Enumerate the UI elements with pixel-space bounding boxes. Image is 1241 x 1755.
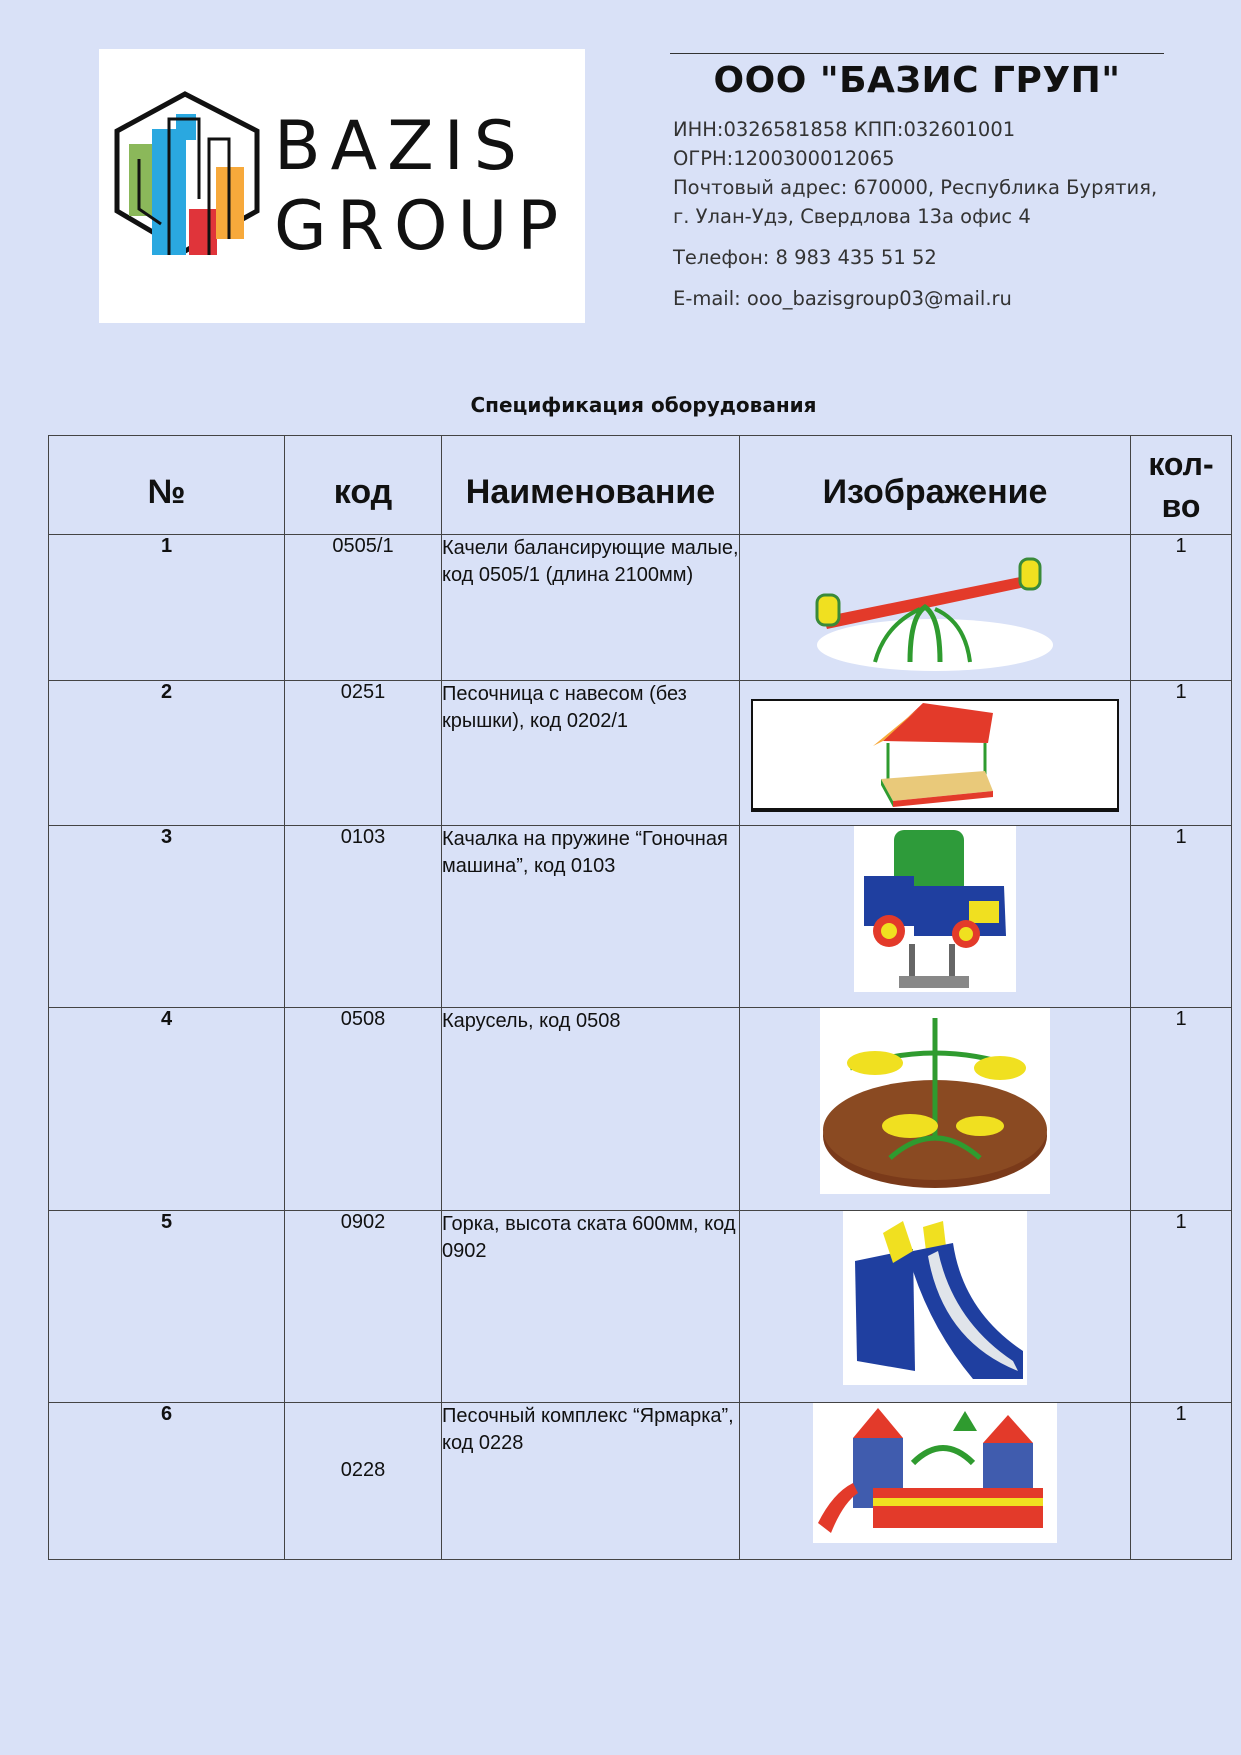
row-name: Качели балансирующие малые, код 0505/1 (длина 2100мм) bbox=[442, 535, 740, 681]
logo-graphic bbox=[99, 49, 585, 323]
row-image-cell bbox=[740, 681, 1131, 826]
row-qty: 1 bbox=[1131, 826, 1232, 1008]
email: E-mail: ooo_bazisgroup03@mail.ru bbox=[673, 287, 1012, 310]
header-code: код bbox=[285, 436, 442, 535]
table-row bbox=[49, 1211, 1232, 1403]
row-num: 5 bbox=[49, 1211, 285, 1403]
row-image-cell bbox=[740, 535, 1131, 681]
header-num: № bbox=[49, 436, 285, 535]
carousel-image bbox=[820, 1008, 1050, 1194]
table-row bbox=[49, 681, 1232, 826]
row-code: 0228 bbox=[285, 1403, 442, 1560]
phone: Телефон: 8 983 435 51 52 bbox=[673, 246, 937, 269]
row-num: 3 bbox=[49, 826, 285, 1008]
row-code: 0251 bbox=[285, 681, 442, 826]
row-qty: 1 bbox=[1131, 1008, 1232, 1211]
row-name: Горка, высота ската 600мм, код 0902 bbox=[442, 1211, 740, 1403]
row-name: Песочница с навесом (без крышки), код 0202/1 bbox=[442, 681, 740, 826]
address-line-1: Почтовый адрес: 670000, Республика Бурятия, bbox=[673, 176, 1158, 199]
row-qty: 1 bbox=[1131, 535, 1232, 681]
row-code: 0505/1 bbox=[285, 535, 442, 681]
row-num: 6 bbox=[49, 1403, 285, 1560]
row-name: Карусель, код 0508 bbox=[442, 1008, 740, 1211]
spec-table bbox=[48, 435, 1232, 1560]
header-rule bbox=[670, 53, 1164, 54]
seesaw-image bbox=[815, 547, 1055, 675]
table-row bbox=[49, 535, 1232, 681]
row-image-cell bbox=[740, 1403, 1131, 1560]
header-name: Наименование bbox=[442, 436, 740, 535]
header-qty: кол- во bbox=[1131, 436, 1232, 535]
sandbox-image bbox=[751, 699, 1119, 812]
ogrn: ОГРН:1200300012065 bbox=[673, 147, 895, 170]
company-name: ООО "БАЗИС ГРУП" bbox=[713, 60, 1121, 101]
row-code: 0103 bbox=[285, 826, 442, 1008]
row-num: 2 bbox=[49, 681, 285, 826]
table-row bbox=[49, 826, 1232, 1008]
logo-text-bazis: BAZIS bbox=[274, 107, 527, 186]
company-info bbox=[670, 53, 1164, 313]
row-image-cell bbox=[740, 1211, 1131, 1403]
row-image-cell bbox=[740, 826, 1131, 1008]
row-qty: 1 bbox=[1131, 1211, 1232, 1403]
row-name: Песочный комплекс “Ярмарка”, код 0228 bbox=[442, 1403, 740, 1560]
header-image: Изображение bbox=[740, 436, 1131, 535]
row-code: 0508 bbox=[285, 1008, 442, 1211]
logo-text-group: GROUP bbox=[274, 187, 569, 266]
row-num: 4 bbox=[49, 1008, 285, 1211]
row-name: Качалка на пружине “Гоночная машина”, код 0103 bbox=[442, 826, 740, 1008]
sand-complex-image bbox=[813, 1403, 1057, 1543]
row-qty: 1 bbox=[1131, 1403, 1232, 1560]
row-qty: 1 bbox=[1131, 681, 1232, 826]
row-image-cell bbox=[740, 1008, 1131, 1211]
table-row bbox=[49, 1008, 1232, 1211]
spec-title: Спецификация оборудования bbox=[470, 393, 817, 417]
table-row bbox=[49, 1403, 1232, 1560]
address-line-2: г. Улан-Удэ, Свердлова 13а офис 4 bbox=[673, 205, 1031, 228]
spring-car-image bbox=[854, 826, 1016, 992]
table-header-row bbox=[49, 436, 1232, 535]
row-num: 1 bbox=[49, 535, 285, 681]
inn-kpp: ИНН:0326581858 КПП:032601001 bbox=[673, 118, 1016, 141]
company-logo bbox=[99, 49, 585, 323]
row-code: 0902 bbox=[285, 1211, 442, 1403]
slide-image bbox=[843, 1211, 1027, 1385]
